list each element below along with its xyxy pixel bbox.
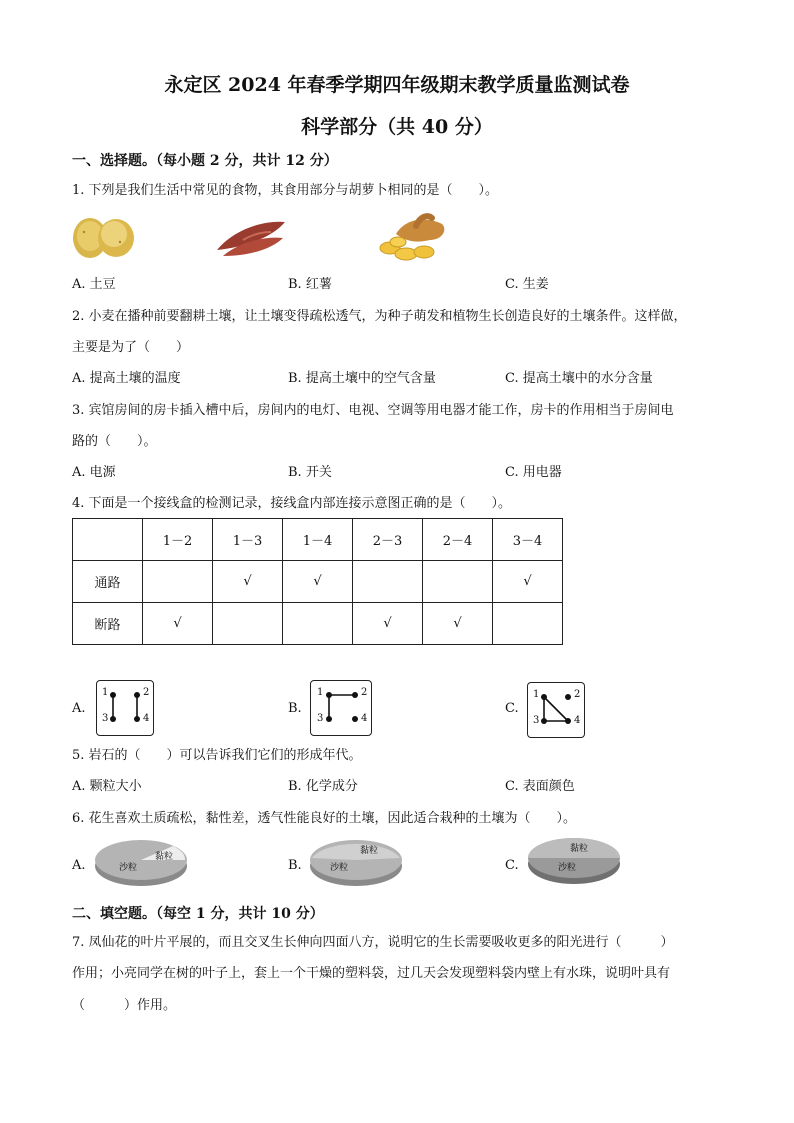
q2-text-line2: 主要是为了（ ） [72, 340, 190, 355]
node-label: 3 [317, 713, 324, 724]
q4-detection-table [72, 518, 563, 645]
node-label: 4 [361, 713, 368, 724]
q5-text: 5. 岩石的（ ）可以告诉我们它们的形成年代。 [72, 748, 362, 763]
section-2-heading: 二、填空题。（每空 1 分，共计 10 分） [72, 906, 324, 922]
node-label: 2 [361, 687, 368, 698]
q4-junction-box-c [527, 682, 585, 738]
pie-label-sand: 沙粒 [119, 863, 138, 873]
node-label: 1 [317, 687, 324, 698]
q3-option-c[interactable]: C. 用电器 [505, 465, 562, 480]
table-cell: 1－4 [283, 519, 353, 561]
table-cell: 断路 [73, 603, 143, 645]
q5-option-c[interactable]: C. 表面颜色 [505, 779, 575, 794]
section-1-heading: 一、选择题。（每小题 2 分，共计 12 分） [72, 153, 338, 169]
table-cell [213, 603, 283, 645]
table-row [73, 603, 563, 645]
soil-pie-b [308, 838, 404, 890]
pie-label-clay: 黏粒 [570, 844, 589, 854]
node-label: 2 [143, 687, 150, 698]
pie-label-clay: 黏粒 [155, 852, 174, 862]
table-cell: 1－2 [143, 519, 213, 561]
node-label: 1 [533, 689, 540, 700]
node-label: 4 [143, 713, 150, 724]
q6-option-a[interactable]: A. [72, 858, 86, 873]
page-title: 永定区 2024 年春季学期四年级期末教学质量监测试卷 [164, 74, 630, 96]
q4-option-a[interactable]: A. [72, 701, 86, 716]
table-cell [283, 603, 353, 645]
q7-text-line1: 7. 凤仙花的叶片平展的，而且交叉生长伸向四面八方，说明它的生长需要吸收更多的阳光进行（ ） [72, 935, 674, 950]
q1-text: 1. 下列是我们生活中常见的食物，其食用部分与胡萝卜相同的是（ ）。 [72, 183, 499, 198]
q2-option-b[interactable]: B. 提高土壤中的空气含量 [288, 371, 436, 386]
q7-text-line2: 作用；小亮同学在树的叶子上，套上一个干燥的塑料袋，过几天会发现塑料袋内壁上有水珠，说明叶具有 [72, 966, 671, 981]
q4-option-b[interactable]: B. [288, 701, 302, 716]
q3-text-line2: 路的（ ）。 [72, 434, 157, 449]
page-subtitle: 科学部分（共 40 分） [301, 116, 493, 138]
q7-text-line3: （ ）作用。 [72, 998, 177, 1013]
table-cell [423, 561, 493, 603]
q4-option-c[interactable]: C. [505, 701, 519, 716]
pie-label-sand: 沙粒 [558, 863, 577, 873]
q4-junction-box-a [96, 680, 154, 736]
table-cell: 3－4 [493, 519, 563, 561]
q4-junction-box-b [310, 680, 372, 736]
table-cell: √ [143, 603, 213, 645]
table-header-row [73, 519, 563, 561]
node-label: 3 [533, 715, 540, 726]
table-cell: 2－3 [353, 519, 423, 561]
table-cell: 2－4 [423, 519, 493, 561]
q5-option-b[interactable]: B. 化学成分 [288, 779, 358, 794]
q1-option-c[interactable]: C. 生姜 [505, 277, 549, 292]
q2-option-a[interactable]: A. 提高土壤的温度 [72, 371, 181, 386]
soil-pie-a [93, 838, 189, 890]
table-cell [73, 519, 143, 561]
table-cell: √ [283, 561, 353, 603]
potato-image [70, 212, 138, 260]
node-label: 4 [574, 715, 581, 726]
table-row [73, 561, 563, 603]
table-cell: 通路 [73, 561, 143, 603]
table-cell: 1－3 [213, 519, 283, 561]
table-cell: √ [353, 603, 423, 645]
q1-option-a[interactable]: A. 土豆 [72, 277, 116, 292]
q3-option-a[interactable]: A. 电源 [72, 465, 116, 480]
table-cell [353, 561, 423, 603]
table-cell: √ [493, 561, 563, 603]
pie-label-sand: 沙粒 [330, 863, 349, 873]
table-cell: √ [213, 561, 283, 603]
q3-option-b[interactable]: B. 开关 [288, 465, 332, 480]
q2-option-c[interactable]: C. 提高土壤中的水分含量 [505, 371, 653, 386]
q6-option-c[interactable]: C. [505, 858, 519, 873]
table-cell [493, 603, 563, 645]
sweet-potato-image [213, 212, 289, 262]
table-cell: √ [423, 603, 493, 645]
ginger-image [376, 212, 454, 264]
q1-option-b[interactable]: B. 红薯 [288, 277, 332, 292]
soil-pie-c [526, 836, 622, 888]
pie-label-clay: 黏粒 [360, 846, 379, 856]
q6-text: 6. 花生喜欢土质疏松，黏性差，透气性能良好的土壤，因此适合栽种的土壤为（ ）。 [72, 811, 577, 826]
q4-text: 4. 下面是一个接线盒的检测记录，接线盒内部连接示意图正确的是（ ）。 [72, 496, 512, 511]
node-label: 3 [102, 713, 109, 724]
q6-option-b[interactable]: B. [288, 858, 302, 873]
q5-option-a[interactable]: A. 颗粒大小 [72, 779, 142, 794]
table-cell [143, 561, 213, 603]
node-label: 1 [102, 687, 109, 698]
node-label: 2 [574, 689, 581, 700]
q2-text-line1: 2. 小麦在播种前要翻耕土壤，让土壤变得疏松透气，为种子萌发和植物生长创造良好的土壤条件。这样做， [72, 309, 687, 324]
q3-text-line1: 3. 宾馆房间的房卡插入槽中后，房间内的电灯、电视、空调等用电器才能工作，房卡的作用相当于房间电 [72, 403, 674, 418]
